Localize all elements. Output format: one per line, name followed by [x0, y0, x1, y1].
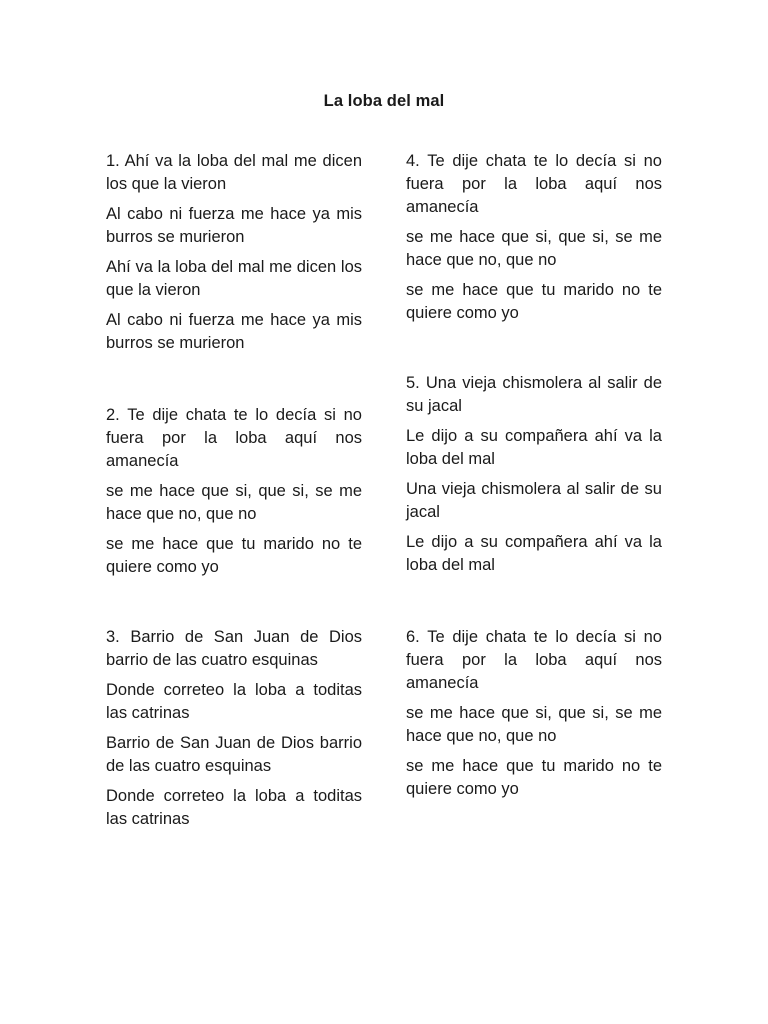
verse-line: Donde correteo la loba a toditas las catrinas	[106, 681, 362, 722]
verse-line: Al cabo ni fuerza me hace ya mis burros se murieron	[106, 311, 362, 352]
verse-line: 4. Te dije chata te lo decía si no fuera por la loba aquí nos amanecía	[406, 152, 662, 216]
verse-line: Donde correteo la loba a toditas las catrinas	[106, 787, 362, 828]
verse-line: 3. Barrio de San Juan de Dios barrio de las cuatro esquinas	[106, 628, 362, 669]
verse-1	[106, 150, 362, 362]
verse-line: se me hace que si, que si, se me hace que no, que no	[406, 704, 662, 745]
verse-line: se me hace que si, que si, se me hace que no, que no	[106, 482, 362, 523]
page-title: La loba del mal	[323, 92, 445, 110]
verse-3	[106, 626, 362, 838]
verse-line: Una vieja chismolera al salir de su jacal	[406, 480, 662, 521]
verse-line: Ahí va la loba del mal me dicen los que la vieron	[106, 258, 362, 299]
verse-2	[106, 404, 362, 586]
verse-line: se me hace que tu marido no te quiere como yo	[406, 757, 662, 798]
verse-4	[406, 150, 662, 332]
verse-line: 6. Te dije chata te lo decía si no fuera por la loba aquí nos amanecía	[406, 628, 662, 692]
verse-line: se me hace que si, que si, se me hace que no, que no	[406, 228, 662, 269]
verse-line: Le dijo a su compañera ahí va la loba del mal	[406, 533, 662, 574]
verse-line: Barrio de San Juan de Dios barrio de las cuatro esquinas	[106, 734, 362, 775]
verse-line: Al cabo ni fuerza me hace ya mis burros se murieron	[106, 205, 362, 246]
verse-line: Le dijo a su compañera ahí va la loba del mal	[406, 427, 662, 468]
verse-5	[406, 372, 662, 584]
verse-6	[406, 626, 662, 808]
verse-line: 1. Ahí va la loba del mal me dicen los que la vieron	[106, 152, 362, 193]
verse-line: 5. Una vieja chismolera al salir de su jacal	[406, 374, 662, 415]
verse-line: se me hace que tu marido no te quiere como yo	[406, 281, 662, 322]
verse-line: se me hace que tu marido no te quiere como yo	[106, 535, 362, 576]
verse-line: 2. Te dije chata te lo decía si no fuera por la loba aquí nos amanecía	[106, 406, 362, 470]
